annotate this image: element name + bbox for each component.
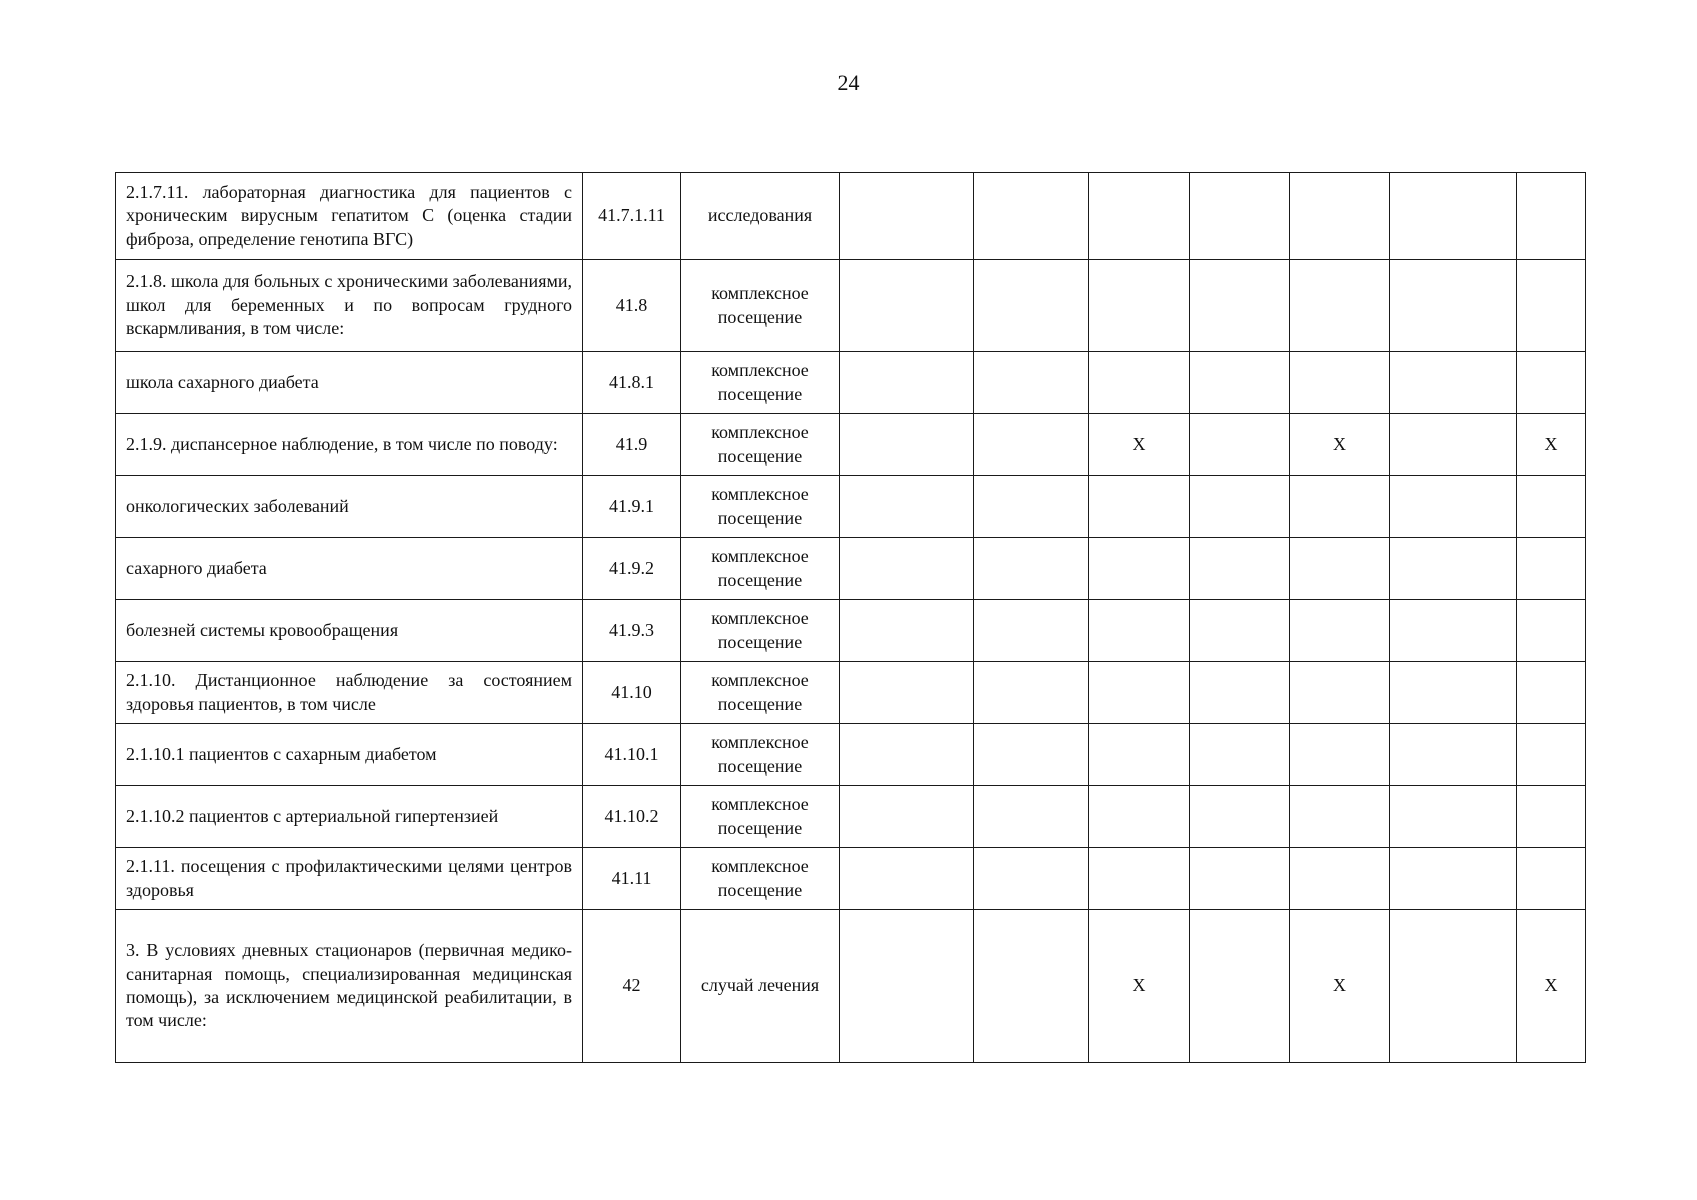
row-unit: комплексное посещение: [681, 662, 840, 724]
value-cell: [1190, 538, 1290, 600]
table-row: [116, 848, 1586, 910]
value-cell: [1089, 848, 1190, 910]
row-code: 41.11: [583, 848, 681, 910]
value-cell: [1290, 476, 1390, 538]
value-cell: [974, 848, 1089, 910]
value-cell: [974, 260, 1089, 352]
row-unit: комплексное посещение: [681, 414, 840, 476]
value-cell: [974, 600, 1089, 662]
value-cell: [1517, 786, 1586, 848]
value-cell: [1190, 662, 1290, 724]
value-cell: [1517, 260, 1586, 352]
row-code: 41.9.3: [583, 600, 681, 662]
table-row: [116, 414, 1586, 476]
value-cell: [1290, 173, 1390, 260]
value-cell: [840, 414, 974, 476]
row-description: болезней системы кровообращения: [116, 600, 583, 662]
value-cell: [1190, 476, 1290, 538]
value-cell: [1390, 662, 1517, 724]
value-cell: [1390, 724, 1517, 786]
value-cell: [1390, 848, 1517, 910]
value-cell: [1517, 538, 1586, 600]
value-cell: [1390, 476, 1517, 538]
table-row: [116, 662, 1586, 724]
value-cell: [1190, 848, 1290, 910]
value-cell: [840, 662, 974, 724]
row-unit: случай лечения: [681, 910, 840, 1063]
value-cell: [1290, 724, 1390, 786]
value-cell: [1190, 414, 1290, 476]
value-cell: [974, 786, 1089, 848]
value-cell: X: [1089, 910, 1190, 1063]
value-cell: [1190, 724, 1290, 786]
value-cell: [1390, 600, 1517, 662]
row-description: 2.1.11. посещения с профилактическими целями центров здоровья: [116, 848, 583, 910]
table-row: [116, 786, 1586, 848]
value-cell: [974, 662, 1089, 724]
value-cell: [974, 476, 1089, 538]
value-cell: [974, 538, 1089, 600]
value-cell: [974, 414, 1089, 476]
value-cell: [1290, 786, 1390, 848]
row-code: 41.9.1: [583, 476, 681, 538]
row-description: 2.1.10. Дистанционное наблюдение за состоянием здоровья пациентов, в том числе: [116, 662, 583, 724]
row-code: 41.8.1: [583, 352, 681, 414]
value-cell: [1089, 538, 1190, 600]
table-body: [116, 173, 1586, 1063]
row-description: сахарного диабета: [116, 538, 583, 600]
value-cell: X: [1089, 414, 1190, 476]
value-cell: [1390, 910, 1517, 1063]
value-cell: [1089, 724, 1190, 786]
value-cell: [1517, 848, 1586, 910]
value-cell: X: [1290, 414, 1390, 476]
value-cell: [1390, 352, 1517, 414]
row-unit: комплексное посещение: [681, 724, 840, 786]
value-cell: [840, 260, 974, 352]
row-description: 2.1.10.1 пациентов с сахарным диабетом: [116, 724, 583, 786]
value-cell: X: [1517, 910, 1586, 1063]
table-row: [116, 538, 1586, 600]
value-cell: [1517, 352, 1586, 414]
value-cell: [974, 910, 1089, 1063]
value-cell: [1089, 600, 1190, 662]
value-cell: [840, 600, 974, 662]
row-description: 2.1.10.2 пациентов с артериальной гипертензией: [116, 786, 583, 848]
row-code: 41.10.2: [583, 786, 681, 848]
value-cell: [1517, 476, 1586, 538]
row-unit: комплексное посещение: [681, 786, 840, 848]
value-cell: [1089, 260, 1190, 352]
value-cell: [1390, 538, 1517, 600]
value-cell: [1089, 352, 1190, 414]
row-unit: комплексное посещение: [681, 352, 840, 414]
value-cell: [1517, 662, 1586, 724]
value-cell: [974, 724, 1089, 786]
value-cell: [1390, 414, 1517, 476]
row-code: 42: [583, 910, 681, 1063]
value-cell: [1290, 260, 1390, 352]
value-cell: [974, 352, 1089, 414]
value-cell: [1089, 476, 1190, 538]
row-code: 41.10: [583, 662, 681, 724]
value-cell: [1190, 600, 1290, 662]
value-cell: X: [1517, 414, 1586, 476]
value-cell: [1190, 910, 1290, 1063]
value-cell: [840, 848, 974, 910]
value-cell: [1190, 786, 1290, 848]
value-cell: [840, 786, 974, 848]
value-cell: [1290, 662, 1390, 724]
value-cell: X: [1290, 910, 1390, 1063]
row-description: 3. В условиях дневных стационаров (первичная медико-санитарная помощь, специализированная медицинская помощь), за исключением медицинской реабилитации, в том числе:: [116, 910, 583, 1063]
row-unit: комплексное посещение: [681, 848, 840, 910]
row-unit: комплексное посещение: [681, 260, 840, 352]
value-cell: [1390, 260, 1517, 352]
value-cell: [840, 476, 974, 538]
data-table: [115, 172, 1586, 1063]
row-code: 41.9: [583, 414, 681, 476]
row-unit: комплексное посещение: [681, 600, 840, 662]
value-cell: [840, 352, 974, 414]
row-description: школа сахарного диабета: [116, 352, 583, 414]
row-description: онкологических заболеваний: [116, 476, 583, 538]
value-cell: [1190, 173, 1290, 260]
page-number: 24: [837, 70, 860, 95]
value-cell: [1089, 662, 1190, 724]
value-cell: [1290, 352, 1390, 414]
value-cell: [1089, 786, 1190, 848]
value-cell: [840, 724, 974, 786]
row-code: 41.10.1: [583, 724, 681, 786]
row-description: 2.1.9. диспансерное наблюдение, в том числе по поводу:: [116, 414, 583, 476]
row-unit: исследования: [681, 173, 840, 260]
row-unit: комплексное посещение: [681, 476, 840, 538]
value-cell: [1517, 173, 1586, 260]
value-cell: [1190, 260, 1290, 352]
value-cell: [840, 910, 974, 1063]
row-unit: комплексное посещение: [681, 538, 840, 600]
table-row: [116, 260, 1586, 352]
row-description: 2.1.8. школа для больных с хроническими заболеваниями, школ для беременных и по вопросам грудного вскармливания, в том числе:: [116, 260, 583, 352]
value-cell: [840, 538, 974, 600]
value-cell: [1290, 600, 1390, 662]
value-cell: [1290, 848, 1390, 910]
row-description: 2.1.7.11. лабораторная диагностика для пациентов с хроническим вирусным гепатитом С (оценка стадии фиброза, определение генотипа ВГС): [116, 173, 583, 260]
table-row: [116, 910, 1586, 1063]
value-cell: [1190, 352, 1290, 414]
row-code: 41.7.1.11: [583, 173, 681, 260]
table-row: [116, 173, 1586, 260]
value-cell: [1089, 173, 1190, 260]
table-row: [116, 724, 1586, 786]
table-row: [116, 352, 1586, 414]
table-row: [116, 476, 1586, 538]
value-cell: [1517, 724, 1586, 786]
value-cell: [1390, 786, 1517, 848]
value-cell: [974, 173, 1089, 260]
row-code: 41.8: [583, 260, 681, 352]
value-cell: [1390, 173, 1517, 260]
value-cell: [1517, 600, 1586, 662]
value-cell: [1290, 538, 1390, 600]
value-cell: [840, 173, 974, 260]
table-row: [116, 600, 1586, 662]
row-code: 41.9.2: [583, 538, 681, 600]
